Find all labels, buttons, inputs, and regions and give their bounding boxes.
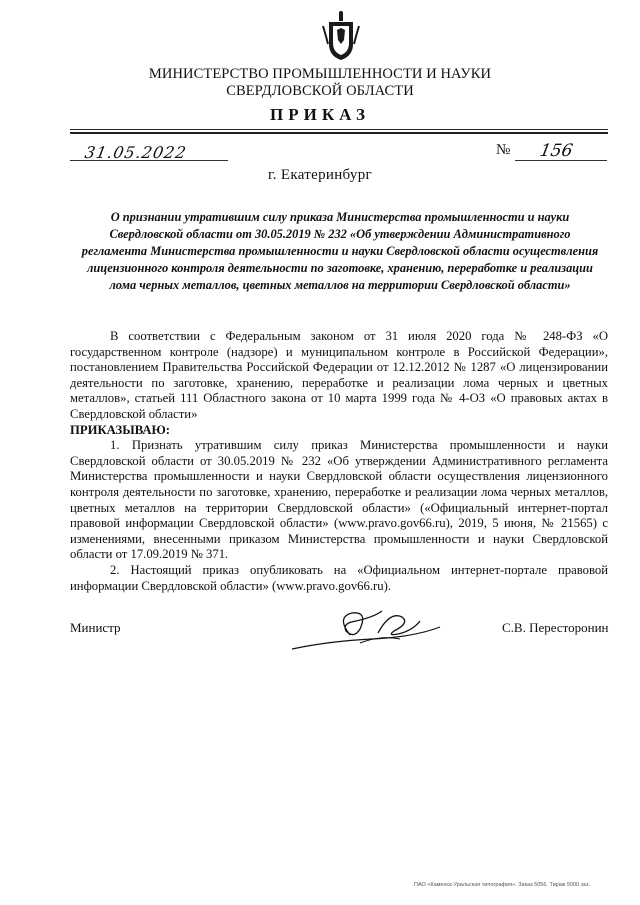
printing-imprint: ПАО «Каменск-Уральская типография». Заказ 5056. Тираж 5000 экз. <box>414 882 591 888</box>
header-divider-bottom <box>70 132 608 134</box>
signatory-position: Министр <box>70 620 121 635</box>
order-body <box>70 329 608 594</box>
handwritten-signature <box>290 603 442 653</box>
ministry-line-1: МИНИСТЕРСТВО ПРОМЫШЛЕННОСТИ И НАУКИ <box>148 66 492 82</box>
order-number: 156 <box>538 141 575 161</box>
preamble-paragraph: В соответствии с Федеральным законом от 31 июля 2020 года № 248-ФЗ «О государственном контроле (надзоре) и муниципальном контроле в Российской Федерации», постановлением Правительства Российской Федерации от 12.12.2012 № 1287 «О лицензировании деятельности по заготовке, хранению, переработке и реализации лома черных и цветных металлов», статьей 111 Областного закона от 10 марта 1999 года № 4-ОЗ «О правовых актах в Свердловской области» <box>70 329 608 421</box>
signatory-name: С.В. Пересторонин <box>502 620 609 635</box>
header-divider-top <box>70 129 608 130</box>
decree-heading: ПРИКАЗЫВАЮ: <box>70 422 171 437</box>
document-title: ПРИКАЗ <box>270 105 370 124</box>
city: г. Екатеринбург <box>268 167 372 183</box>
order-date: 31.05.2022 <box>83 143 189 162</box>
ministry-line-2: СВЕРДЛОВСКОЙ ОБЛАСТИ <box>226 83 414 99</box>
coat-of-arms-emblem <box>321 10 361 64</box>
order-subject: О признании утратившим силу приказа Министерства промышленности и науки Свердловской области от 30.05.2019 № 232 «Об утверждении Административного регламента Министерства промышленности и науки Свердловской области осуществления лицензионного контроля деятельности по заготовке, хранению, переработке и реализации лома черных металлов, цветных металлов на территории Свердловской области» <box>81 210 599 292</box>
ministry-name <box>60 66 580 100</box>
order-item-1: 1. Признать утратившим силу приказ Министерства промышленности и науки Свердловской области от 30.05.2019 № 232 «Об утверждении Административного регламента Министерства промышленности и науки Свердловской области осуществления лицензионного контроля деятельности по заготовке, хранению, переработке и реализации лома черных металлов, цветных металлов на территории Свердловской области» («Официальный интернет-портал правовой информации Свердловской области» (www.pravo.gov66.ru), 2019, 5 июня, № 21565) с изменениями, внесенными приказом Министерства промышленности и науки Свердловской области от 17.09.2019 № 371. <box>70 438 608 562</box>
order-item-2: 2. Настоящий приказ опубликовать на «Официальном интернет-портале правовой информации Свердловской области» (www.pravo.gov66.ru). <box>70 562 608 593</box>
number-label: № <box>496 142 511 158</box>
